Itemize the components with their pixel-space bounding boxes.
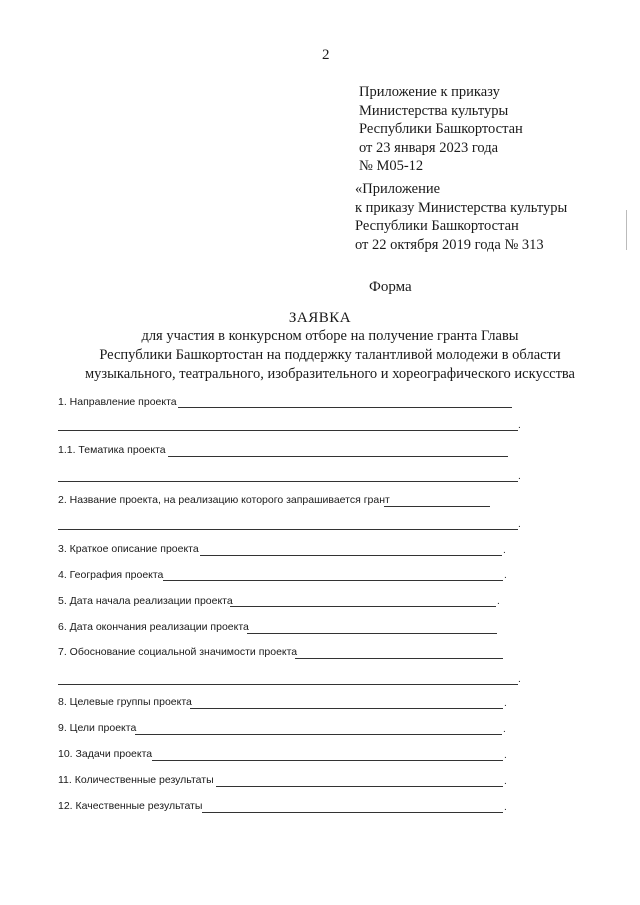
field-label: 8. Целевые группы проекта (58, 696, 192, 708)
field-input-line[interactable] (216, 786, 503, 787)
line-end-mark: . (504, 750, 507, 761)
field-label: 10. Задачи проекта (58, 748, 153, 760)
field-input-line[interactable] (178, 407, 512, 408)
field-input-line[interactable] (152, 760, 503, 761)
field-input-line[interactable] (200, 555, 502, 556)
field-label: 7. Обоснование социальной значимости проекта (58, 646, 298, 658)
field-label: 12. Качественные результаты (58, 800, 203, 812)
field-label: 3. Краткое описание проекта (58, 543, 199, 555)
appendix-line: от 23 января 2023 года (359, 139, 499, 156)
form-label: Форма (369, 279, 412, 295)
appendix-line: Республики Башкортостан (359, 121, 523, 137)
field-label: 6. Дата окончания реализации проекта (58, 621, 249, 633)
field-label: 1. Направление проекта (58, 396, 177, 408)
field-label: 1.1. Тематика проекта (58, 444, 166, 456)
field-input-line[interactable] (58, 430, 518, 431)
line-end-mark: . (504, 776, 507, 787)
field-label: 5. Дата начала реализации проекта (58, 595, 233, 607)
field-input-line[interactable] (58, 529, 518, 530)
appendix-line: Республики Башкортостан (355, 218, 519, 234)
line-end-mark: . (518, 471, 521, 482)
line-end-mark: . (497, 596, 500, 607)
line-end-mark: . (518, 519, 521, 530)
subtitle-line: музыкального, театрального, изобразительного и хореографического искусства (85, 366, 575, 382)
scan-margin-mark (626, 210, 627, 250)
field-input-line[interactable] (168, 456, 508, 457)
field-input-line[interactable] (135, 734, 502, 735)
appendix-line: к приказу Министерства культуры (355, 199, 568, 216)
field-input-line[interactable] (58, 684, 518, 685)
field-input-line[interactable] (202, 812, 503, 813)
appendix-current-block (359, 83, 523, 176)
field-input-line[interactable] (384, 506, 490, 507)
subtitle-line: Республики Башкортостан на поддержку талантливой молодежи в области (99, 347, 561, 363)
page-number: 2 (322, 47, 330, 63)
line-end-mark: . (504, 802, 507, 813)
document-subtitle (0, 327, 640, 384)
field-input-line[interactable] (247, 633, 497, 634)
line-end-mark: . (504, 570, 507, 581)
field-input-line[interactable] (190, 708, 503, 709)
appendix-line: от 22 октября 2019 года № 313 (355, 236, 544, 253)
line-end-mark: . (504, 698, 507, 709)
document-title: ЗАЯВКА (288, 310, 352, 326)
field-input-line[interactable] (230, 606, 496, 607)
appendix-line: № М05-12 (359, 158, 424, 174)
appendix-previous-block (355, 180, 567, 254)
line-end-mark: . (503, 724, 506, 735)
field-label: 4. География проекта (58, 569, 164, 581)
appendix-line: Приложение к приказу (359, 84, 500, 100)
line-end-mark: . (503, 545, 506, 556)
line-end-mark: . (518, 420, 521, 431)
appendix-line: Министерства культуры (359, 102, 509, 119)
field-input-line[interactable] (58, 481, 518, 482)
field-input-line[interactable] (163, 580, 503, 581)
subtitle-line: для участия в конкурсном отборе на получение гранта Главы (141, 328, 519, 344)
line-end-mark: . (518, 674, 521, 685)
field-input-line[interactable] (295, 658, 503, 659)
field-label: 11. Количественные результаты (58, 774, 214, 786)
field-label: 9. Цели проекта (58, 722, 137, 734)
field-label: 2. Название проекта, на реализацию которого запрашивается грант (58, 494, 390, 506)
appendix-line: «Приложение (355, 181, 441, 197)
